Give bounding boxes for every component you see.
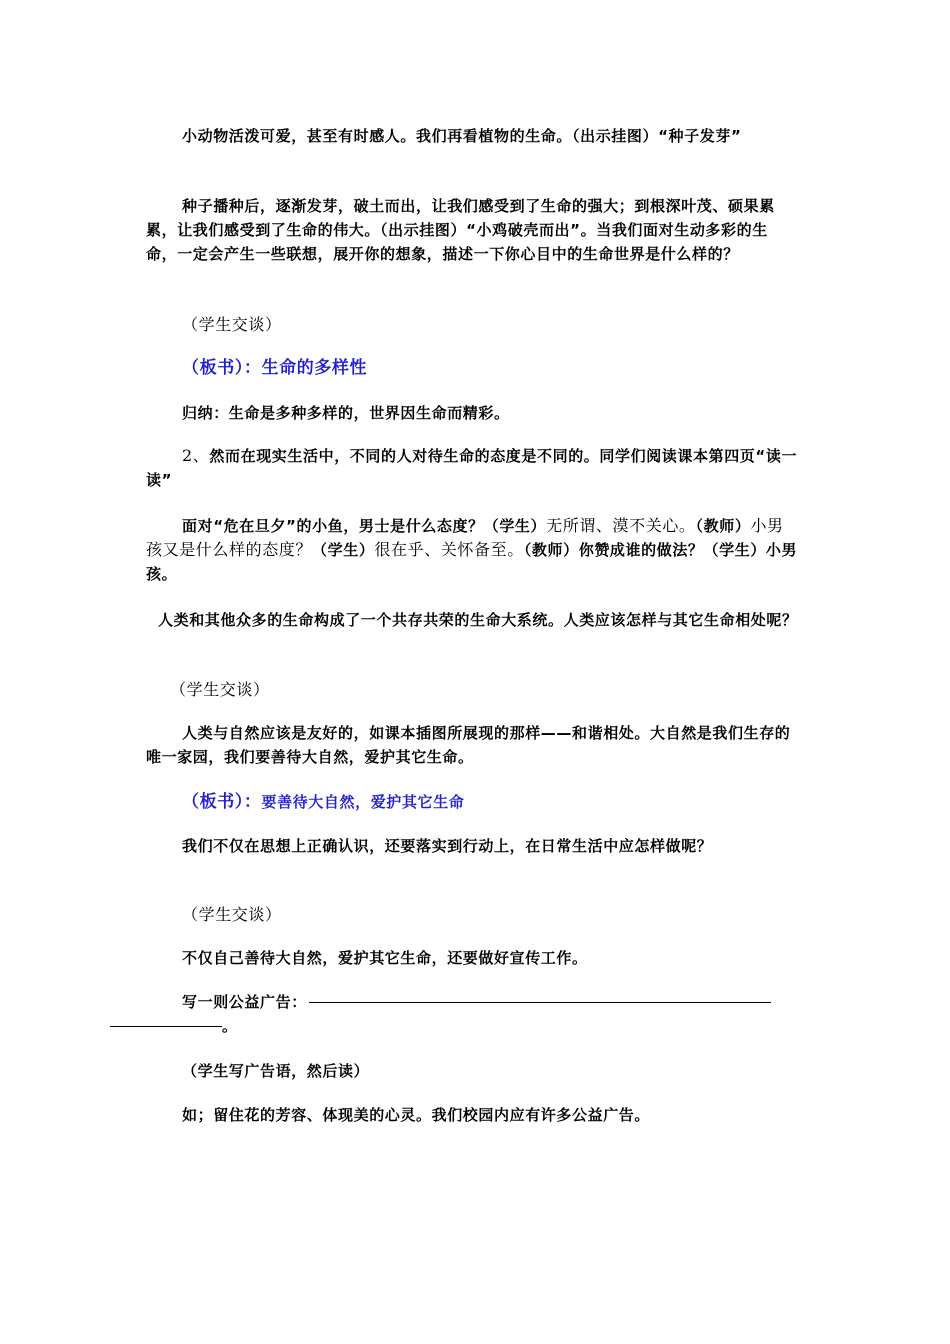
board-note-label: （板书）：	[182, 792, 262, 812]
paragraph-text: 我们不仅在思想上正确认识，还要落实到行动上，在日常生活中应怎样做呢？	[182, 837, 713, 855]
paragraph-animals-plants	[146, 124, 798, 148]
paragraph-example	[146, 1103, 798, 1127]
paragraph-seed-sprout	[146, 194, 798, 266]
ad-prompt-label: 写一则公益广告：	[182, 993, 307, 1011]
text-segment: 无所谓、漠不关心。	[546, 516, 696, 535]
paragraph-text: 人类和其他众多的生命构成了一个共存共荣的生命大系统。人类应该怎样与其它生命相处呢？	[158, 611, 798, 629]
paragraph-text: 归纳：生命是多种多样的，世界因生命而精彩。	[182, 404, 510, 422]
paragraph-action	[146, 834, 798, 858]
answer-blank-line	[110, 1026, 222, 1027]
paragraph-text: （学生写广告语，然后读）	[182, 1062, 370, 1080]
board-note-text: 要善待大自然，爱护其它生命	[261, 793, 465, 811]
board-note-nature	[146, 790, 798, 814]
student-discussion-3	[146, 903, 798, 927]
student-discussion-1	[146, 313, 798, 337]
paragraph-text: （学生交谈）	[182, 905, 282, 924]
paragraph-promotion	[146, 946, 798, 970]
board-note-label: （板书）：	[182, 358, 262, 378]
paragraph-life-system	[146, 608, 798, 632]
paragraph-text: （学生交谈）	[182, 315, 282, 334]
paragraph-text: 小动物活泼可爱，甚至有时感人。我们再看植物的生命。（出示挂图）“种子发芽”	[182, 127, 742, 145]
text-segment: （学生）	[312, 541, 375, 559]
text-segment: 面对“危在旦夕”的小鱼，男士是什么态度？（学生）	[182, 517, 547, 535]
paragraph-text: 人类与自然应该是友好的，如课本插图所展现的那样——和谐相处。大自然是我们生存的唯一家园，我们要善待大自然，爱护其它生命。	[146, 724, 791, 766]
paragraph-ad-prompt	[146, 990, 798, 1038]
paragraph-attitudes	[146, 444, 798, 492]
paragraph-text: （学生交谈）	[170, 680, 270, 699]
board-note-diversity	[146, 356, 798, 380]
paragraph-fish-story	[146, 514, 798, 586]
ad-prompt-end: 。	[222, 1017, 238, 1035]
paragraph-text: 不仅自己善待大自然，爱护其它生命，还要做好宣传工作。	[182, 949, 588, 967]
board-note-text: 生命的多样性	[261, 358, 368, 378]
student-discussion-2	[170, 678, 822, 702]
text-segment: 小男孩又是什么样的态度？	[146, 516, 784, 559]
answer-blank-line	[309, 1002, 771, 1003]
paragraph-summary	[146, 401, 798, 425]
text-segment: （教师）	[695, 517, 751, 535]
paragraph-text: 种子播种后，逐渐发芽，破土而出，让我们感受到了生命的强大；到根深叶茂、硕果累累，让我们感受到了生命的伟大。（出示挂图）“小鸡破壳而出”。当我们面对生动多彩的生命，一定会产生一些联想，展开你的想象，描述一下你心目中的生命世界是什么样的？	[146, 197, 775, 263]
paragraph-text: 如；留住花的芳容、体现美的心灵。我们校园内应有许多公益广告。	[182, 1106, 651, 1124]
text-segment: 很在乎、关怀备至。	[374, 540, 524, 559]
paragraph-write-ad	[146, 1059, 798, 1083]
text-segment: （教师）你赞成谁的做法？（学生）小男孩。	[146, 541, 798, 583]
paragraph-text: 然而在现实生活中，不同的人对待生命的态度是不同的。同学们阅读课本第四页“读一读”	[146, 447, 798, 489]
item-number: 2、	[182, 446, 210, 465]
paragraph-harmony	[146, 721, 798, 769]
